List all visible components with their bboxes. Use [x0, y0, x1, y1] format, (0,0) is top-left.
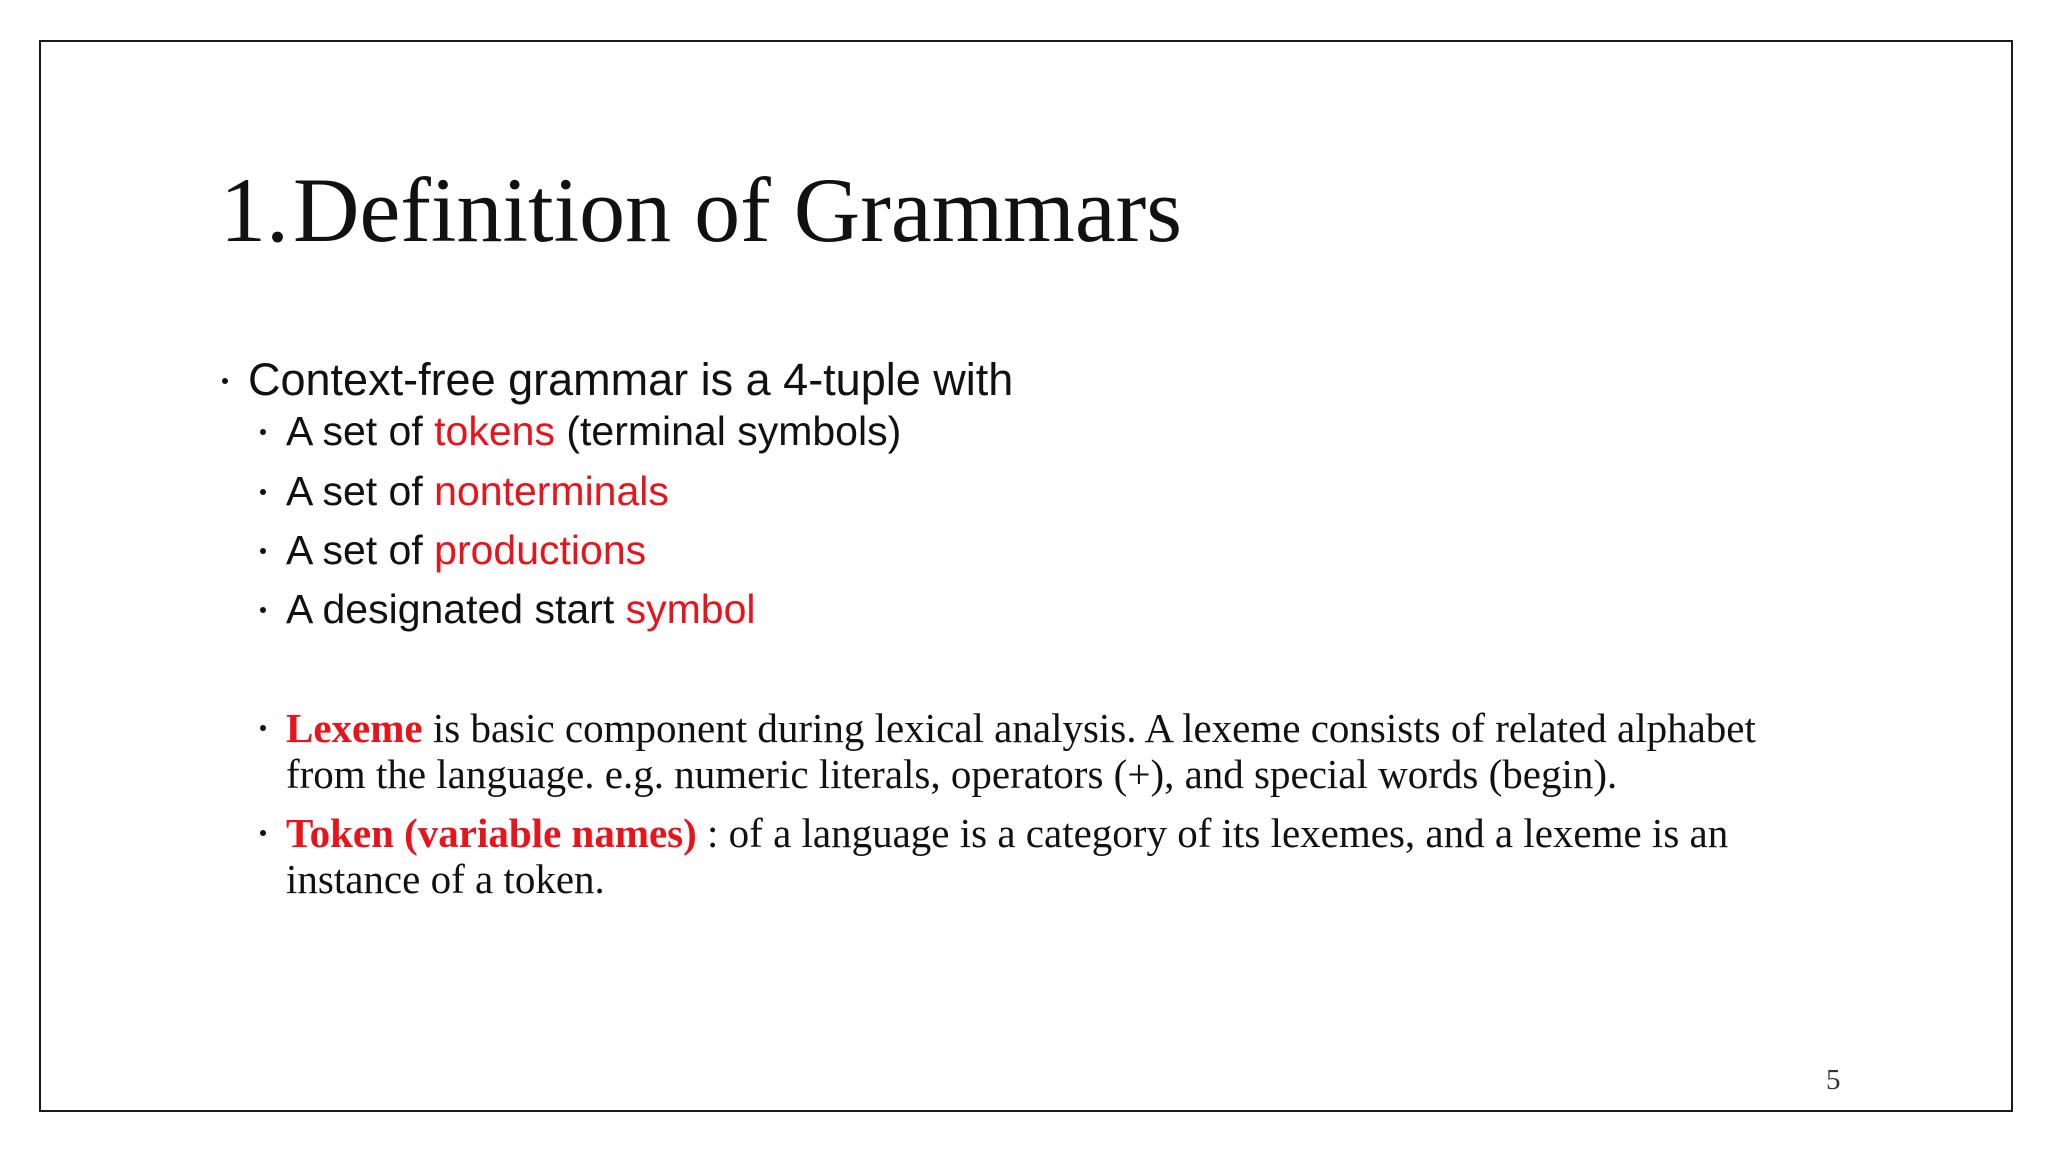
page-number: 5 — [1826, 1064, 1841, 1096]
definition-line — [286, 705, 1846, 751]
definition-term: Lexeme — [286, 705, 423, 751]
bullet-dot — [222, 378, 228, 384]
intro-text: Context-free grammar is a 4-tuple with — [248, 354, 1014, 405]
definition-term: Token (variable names) — [286, 810, 697, 856]
item-prefix: A set of — [286, 468, 435, 514]
item-suffix: (terminal symbols) — [554, 408, 902, 454]
bullet-dot — [260, 830, 266, 836]
bullet-dot — [260, 607, 266, 613]
list-item-start-symbol — [286, 584, 756, 634]
definition-text: : of a language is a category of its lexemes, and a lexeme is an — [696, 810, 1729, 856]
slide-title — [220, 159, 1183, 261]
token-definition — [286, 810, 1846, 902]
title-text: Definition of Grammars — [293, 159, 1183, 261]
item-prefix: A designated start — [286, 586, 626, 632]
item-highlight: productions — [434, 527, 647, 573]
definition-line — [286, 810, 1846, 856]
list-item-tokens — [286, 406, 901, 456]
bullet-dot — [260, 725, 266, 731]
item-highlight: nonterminals — [434, 468, 669, 514]
bullet-dot — [260, 429, 266, 435]
intro-bullet — [248, 353, 1013, 407]
item-prefix: A set of — [286, 527, 435, 573]
title-number: 1. — [220, 159, 289, 261]
bullet-dot — [260, 489, 266, 495]
item-highlight: tokens — [434, 408, 555, 454]
list-item-productions — [286, 525, 646, 575]
item-prefix: A set of — [286, 408, 435, 454]
definition-line: from the language. e.g. numeric literals, operators (+), and special words (begin). — [286, 751, 1618, 797]
bullet-dot — [260, 548, 266, 554]
list-item-nonterminals — [286, 466, 669, 516]
lexeme-definition — [286, 705, 1846, 797]
item-highlight: symbol — [625, 586, 756, 632]
definition-text: is basic component during lexical analysis. A lexeme consists of related alphabet — [422, 705, 1756, 751]
definition-line: instance of a token. — [286, 856, 605, 902]
